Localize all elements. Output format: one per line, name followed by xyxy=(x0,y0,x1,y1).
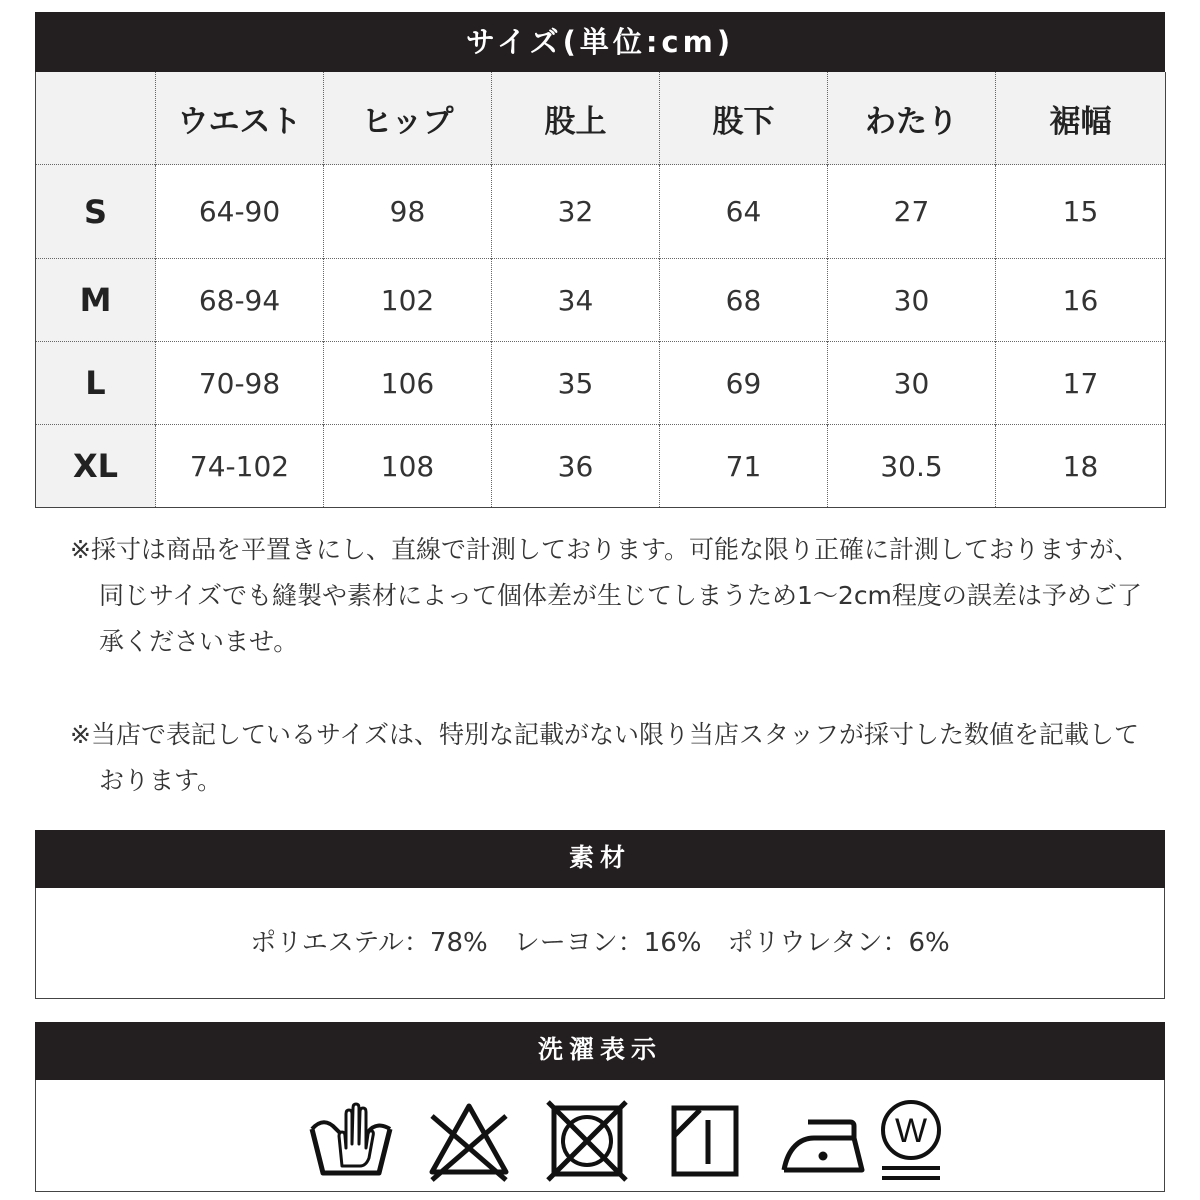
no-tumble-dry-icon xyxy=(542,1096,632,1186)
table-cell: 32 xyxy=(492,165,660,259)
size-table xyxy=(35,72,1166,508)
note-text: ※採寸は商品を平置きにし、直線で計測しております。可能な限り正確に計測しておりますが、同じサイズでも縫製や素材によって個体差が生じてしまうため1～2cm程度の誤差は予めご了承くださいませ。 xyxy=(70,535,1142,656)
table-row xyxy=(36,342,1166,425)
table-cell: 30 xyxy=(828,259,996,342)
line-dry-shade-icon xyxy=(660,1096,750,1186)
table-cell: 27 xyxy=(828,165,996,259)
column-header-thigh: わたり xyxy=(828,72,996,165)
table-header-row xyxy=(36,72,1166,165)
row-size-label: XL xyxy=(36,425,156,508)
row-size-label: L xyxy=(36,342,156,425)
table-cell: 69 xyxy=(660,342,828,425)
table-cell: 64-90 xyxy=(156,165,324,259)
table-cell: 18 xyxy=(996,425,1166,508)
wet-clean-icon xyxy=(876,1096,946,1186)
table-cell: 64 xyxy=(660,165,828,259)
size-notation-note xyxy=(70,712,1150,804)
column-header-hem: 裾幅 xyxy=(996,72,1166,165)
column-header-waist: ウエスト xyxy=(156,72,324,165)
row-size-label: M xyxy=(36,259,156,342)
material-composition: ポリエステル：78% レーヨン：16% ポリウレタン：6% xyxy=(250,928,950,958)
column-header-rise: 股上 xyxy=(492,72,660,165)
row-size-label: S xyxy=(36,165,156,259)
note-text: ※当店で表記しているサイズは、特別な記載がない限り当店スタッフが採寸した数値を記載しております。 xyxy=(70,720,1139,795)
table-cell: 36 xyxy=(492,425,660,508)
table-cell: 17 xyxy=(996,342,1166,425)
care-section-title: 洗濯表示 xyxy=(35,1022,1165,1080)
hand-wash-icon xyxy=(306,1096,396,1186)
table-row xyxy=(36,165,1166,259)
table-cell: 106 xyxy=(324,342,492,425)
table-cell: 34 xyxy=(492,259,660,342)
table-cell: 35 xyxy=(492,342,660,425)
material-section-title: 素材 xyxy=(35,830,1165,888)
column-header-hip: ヒップ xyxy=(324,72,492,165)
table-row xyxy=(36,425,1166,508)
table-cell: 71 xyxy=(660,425,828,508)
table-row xyxy=(36,259,1166,342)
table-cell: 16 xyxy=(996,259,1166,342)
table-cell: 70-98 xyxy=(156,342,324,425)
care-icons xyxy=(306,1096,946,1186)
table-cell: 108 xyxy=(324,425,492,508)
wet-clean-letter: W xyxy=(894,1112,928,1150)
table-cell: 30 xyxy=(828,342,996,425)
table-cell: 102 xyxy=(324,259,492,342)
material-box xyxy=(35,888,1165,999)
measurement-note xyxy=(70,527,1150,665)
table-cell: 74-102 xyxy=(156,425,324,508)
care-label-box xyxy=(35,1080,1165,1192)
table-cell: 30.5 xyxy=(828,425,996,508)
no-bleach-icon xyxy=(424,1096,514,1186)
low-iron-icon xyxy=(778,1096,868,1186)
size-section-title: サイズ(単位:cm) xyxy=(35,12,1165,72)
table-cell: 68-94 xyxy=(156,259,324,342)
table-cell: 68 xyxy=(660,259,828,342)
table-cell: 98 xyxy=(324,165,492,259)
column-header-inseam: 股下 xyxy=(660,72,828,165)
table-cell: 15 xyxy=(996,165,1166,259)
table-corner-cell xyxy=(36,72,156,165)
